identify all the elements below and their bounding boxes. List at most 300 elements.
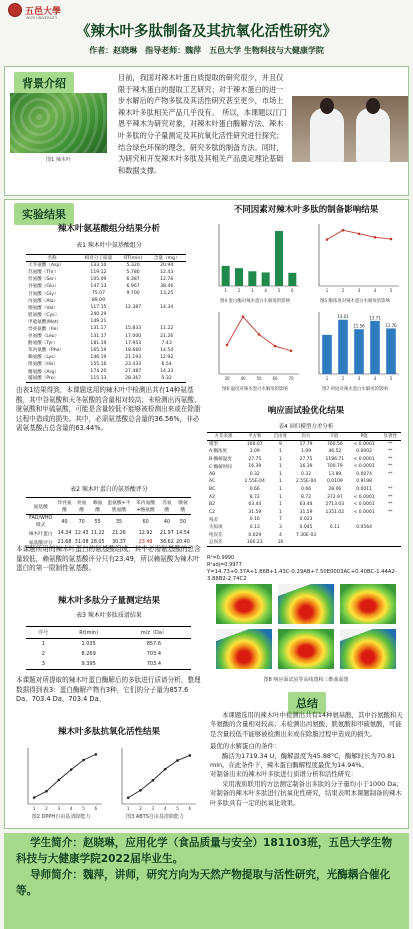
table-cell: 0.9198 <box>356 479 372 485</box>
table-cell <box>147 297 186 304</box>
contour-plot-3 <box>278 629 334 669</box>
table-cell: 35 <box>115 519 123 525</box>
table-cell: 酪氨酸（Tyr） <box>28 341 58 347</box>
table-cell: 0.023 <box>299 517 313 523</box>
table-row <box>26 375 186 382</box>
table-cell: 12.92 <box>160 354 174 360</box>
series-line <box>34 754 96 797</box>
table-cell: ** <box>387 486 393 492</box>
table-cell: 6.54 <box>161 361 172 367</box>
table-row <box>26 354 186 361</box>
bar <box>370 321 380 374</box>
table-cell: 31.59 <box>299 509 313 515</box>
table-cell: 纯误差 <box>209 533 223 539</box>
table-cell: 1 <box>278 456 282 462</box>
table-cell: 12.43 <box>160 269 174 275</box>
table-row <box>26 659 191 670</box>
table-header-cell: 方差来源 <box>207 433 240 441</box>
data-point <box>164 768 167 771</box>
advisor-intro: 导师简介：魏萍，讲师，研究方向为天然产物提取与活性研究，光酶耦合催化等。 <box>16 869 391 897</box>
table-cell: 1 <box>278 479 282 485</box>
table-row <box>26 639 191 650</box>
author-line: 作者：赵晓琳 指导老师：魏萍 五邑大学 生物科技与大健康学院 <box>89 46 324 55</box>
table-cell: 1 <box>278 471 282 477</box>
table-cell: 1.09 <box>301 448 312 454</box>
bar <box>338 320 348 374</box>
table-cell: AC <box>209 479 216 485</box>
table-cell <box>379 539 401 547</box>
table-cell: 17.000 <box>125 333 142 339</box>
table-cell: 147.13 <box>90 283 107 289</box>
mw-paragraph: 本课题对所提取的辣木叶蛋白酶解后的多肽进行质谱分析，整理数据得到表3：蛋白酶解产物有3种，它们的分子量为857.6 Da、703.4 Da、703.4 Da。 <box>16 676 201 704</box>
table-cell: < 0.0001 <box>353 494 375 500</box>
table-cell: 21.97 <box>160 531 174 536</box>
table2-title: 表2 辣木叶蛋白的氨基酸评分 <box>70 486 148 493</box>
poster-header <box>0 0 413 64</box>
table-cell: 28.367 <box>119 375 147 382</box>
table-cell: ** <box>387 456 393 462</box>
researcher-2 <box>356 108 390 162</box>
table-cell: 12.92 <box>138 531 153 536</box>
table-cell: 21.26 <box>160 333 174 339</box>
table-cell: 13.89 <box>328 471 342 477</box>
table-row <box>26 262 186 269</box>
table-cell: 模型 <box>209 442 218 448</box>
table-cell: 14.33 <box>160 369 174 375</box>
table-cell: 21.68 <box>55 538 73 548</box>
tick-label: 2 <box>45 806 48 811</box>
tick-label: 2 <box>237 288 241 293</box>
aa-score-table <box>26 497 191 548</box>
response-surface-figure <box>216 584 396 674</box>
table-cell <box>321 531 349 539</box>
table-cell: 40 <box>163 519 170 525</box>
table-cell: 17.953 <box>125 340 142 346</box>
table-cell: 9 <box>278 441 282 447</box>
tick-label: 5 <box>389 288 393 293</box>
table-cell: 50 <box>179 519 186 525</box>
table-cell: 异亮氨酸（Ile） <box>28 326 62 332</box>
table-cell: 0.66 <box>301 486 312 492</box>
table-cell: 0.0002 <box>356 448 372 454</box>
table-row <box>26 318 186 325</box>
table-cell: 12.76 <box>160 276 174 282</box>
time-chart <box>307 306 403 392</box>
table-row <box>207 516 401 524</box>
table-header-cell: 含量（mg） <box>147 255 186 262</box>
table-header-cell: 蛋氨酸+半胱氨酸 <box>106 498 133 515</box>
table-cell <box>321 539 349 547</box>
r2-value: R²=0.9990 <box>207 555 235 561</box>
table-cell: 149.21 <box>90 319 107 325</box>
table-cell: 氨基酸评分 <box>26 538 55 548</box>
table-row <box>26 649 191 659</box>
table-cell: 70 <box>78 519 85 525</box>
data-point <box>176 759 179 762</box>
table-cell: 160.23 <box>240 539 270 547</box>
table-cell: 0.0074 <box>356 471 372 477</box>
table-cell: 30.37 <box>106 538 133 548</box>
table-row <box>207 524 401 532</box>
poster-title: 《辣木叶多肽制备及其抗氧化活性研究》 <box>76 24 337 40</box>
table-row <box>26 325 186 332</box>
table-cell: 0.029 <box>248 532 262 538</box>
table-cell: 38.46 <box>160 283 174 289</box>
table-cell: 146.19 <box>90 354 107 360</box>
table-header-cell: 显著性 <box>379 433 401 441</box>
rsm-section-title: 响应面试验优化结果 <box>267 406 345 416</box>
summary-label: 总结 <box>288 692 326 714</box>
table-row <box>26 269 186 276</box>
table-header-cell: Rt(min) <box>61 627 117 639</box>
table-header-cell: 均方 <box>291 433 321 441</box>
tick-label: 1 <box>224 288 227 293</box>
table-cell: 缬氨酸（Val） <box>28 305 58 311</box>
table-header-cell: 亮氨酸 <box>74 498 90 515</box>
table-header-cell: 赖氨酸 <box>90 498 106 515</box>
table-cell: 6.387 <box>126 276 140 282</box>
table-cell: 8.269 <box>81 651 96 657</box>
moringa-leaf-image <box>10 93 107 153</box>
fig3-caption: 图3 ABTS自由基清除能力 <box>126 814 184 820</box>
background-text: 目前，我国对辣木叶蛋白质提取的研究很少，并且仅限于辣木蛋白的提取工艺研究；对于辣木蛋白的进一步水解后的产物多肽及其活性研究甚至更少，市场上辣木叶多肽相关产品几乎没有。 所以，本课题以江门恩平辣木为研究对象，对辣木叶蛋白酶解方法、辣木叶多肽的分子量测定及其抗氧化活性研究进行探究；结合绿色环保的理念，研究多肽的制备方法。同时，为研究和开发辣木叶多肽及其相关产品奠定理论基础和数据支撑。 <box>118 73 287 175</box>
surface-plot-2 <box>216 629 272 669</box>
table-cell: 2.55E-04 <box>244 479 265 485</box>
data-point <box>326 238 329 241</box>
tick-label: 3 <box>57 806 61 811</box>
table-row <box>26 515 191 530</box>
tick-label: 2 <box>139 806 142 811</box>
table-cell: 15.833 <box>125 326 142 332</box>
footer <box>4 833 409 929</box>
table-cell: 703.4 <box>117 659 191 670</box>
table-cell: 2 <box>41 651 45 657</box>
table-cell: 20.40 <box>175 538 191 548</box>
table-row <box>26 368 186 375</box>
table-cell: 12.387 <box>125 305 142 311</box>
aa-section-title: 辣木叶氨基酸组分结果分析 <box>57 224 160 234</box>
data-point <box>70 768 73 771</box>
table-cell: AB <box>209 471 216 477</box>
table-cell <box>291 539 321 547</box>
table-cell: 31.59 <box>248 509 262 515</box>
data-point <box>45 790 48 793</box>
table-cell: 0.66 <box>249 486 260 492</box>
table-cell: 1186.71 <box>325 456 345 462</box>
table-cell <box>379 524 401 532</box>
data-point <box>58 779 61 782</box>
table-cell <box>379 516 401 524</box>
table-cell: 甲硫氨酸(Met) <box>28 319 59 325</box>
table-cell: 1 <box>278 486 282 492</box>
table-cell: A-酶浓度 <box>209 449 228 455</box>
table-cell: ** <box>387 441 393 447</box>
table-cell: 117.15 <box>90 305 107 311</box>
table-cell: 63.44 <box>248 502 262 508</box>
table-cell: 18.660 <box>125 347 142 353</box>
background-label: 背景介绍 <box>14 72 74 94</box>
tick-label: 5 <box>277 288 281 293</box>
table-cell: 760.56 <box>326 441 343 447</box>
table-header-cell: m/z（Da） <box>117 627 191 639</box>
table-row <box>207 448 401 456</box>
table-row <box>207 478 401 486</box>
table-cell <box>349 516 380 524</box>
table-row <box>26 297 186 304</box>
fig8-caption: 图8 响应面试验等高线图和三维曲面图 <box>263 677 349 683</box>
table-cell: 165.19 <box>90 347 107 353</box>
bar <box>248 271 256 286</box>
table-cell: 0.0011 <box>356 486 372 492</box>
table-cell: 119.12 <box>90 269 107 275</box>
table-cell: 0.32 <box>249 471 260 477</box>
bar <box>235 268 243 286</box>
table-row <box>26 283 186 290</box>
table-row <box>26 361 186 368</box>
table-cell <box>349 531 380 539</box>
table-header-cell: 平方和 <box>240 433 270 441</box>
researcher-photo <box>292 96 408 162</box>
table-header-cell: 名称 <box>26 255 78 262</box>
table-cell: 23.49 <box>132 538 159 548</box>
table-cell: 0.32 <box>301 471 312 477</box>
table-cell: 5.32 <box>147 375 186 382</box>
tick-label: 50 <box>256 376 262 381</box>
table-cell <box>379 531 401 539</box>
data-label: 11.76 <box>385 322 397 328</box>
tick-label: 6 <box>188 806 192 811</box>
table-cell <box>321 516 349 524</box>
summary-text <box>210 711 404 808</box>
tick-label: 4 <box>373 288 377 293</box>
table-cell: ** <box>387 494 393 500</box>
data-point <box>82 759 85 762</box>
table-cell: 1351.02 <box>325 509 345 515</box>
table-cell: 11.22 <box>160 326 174 332</box>
table-cell: A2 <box>209 494 215 500</box>
table-row <box>207 493 401 501</box>
table-cell: < 0.0001 <box>353 502 375 508</box>
table-cell <box>147 318 186 325</box>
table-row <box>26 529 191 538</box>
table-cell: 辣木叶蛋白 <box>28 532 53 537</box>
table-cell: 21.193 <box>125 354 142 360</box>
table-cell: 1 <box>278 509 282 515</box>
table-cell: ** <box>387 471 393 477</box>
tick-label: 5 <box>176 806 179 811</box>
table-cell: 0.0109 <box>326 479 343 485</box>
temperature-chart <box>207 306 303 392</box>
bar <box>262 272 270 286</box>
table-cell: 残差 <box>209 517 218 523</box>
fig6-caption: 图6 温度对辣木蛋白水解度的影响 <box>222 387 288 392</box>
tick-label: 3 <box>357 376 361 381</box>
seal-icon <box>8 3 22 17</box>
fig1-caption: 图1 辣木叶 <box>46 157 71 163</box>
table-cell: 8.72 <box>249 494 260 500</box>
tick-label: 60 <box>272 376 278 381</box>
table-cell: 181.19 <box>90 340 107 346</box>
tick-label: 4 <box>373 376 377 381</box>
data-label: 11.56 <box>353 323 365 329</box>
table4-title: 表4 回归模型方差分析 <box>278 424 334 430</box>
table-cell: 372.97 <box>326 494 343 500</box>
table-cell: < 0.0001 <box>353 509 375 515</box>
tick-label: 2 <box>341 288 345 293</box>
bar <box>275 231 283 286</box>
table-cell: 240.29 <box>90 312 107 318</box>
table-cell: < 0.0001 <box>353 456 375 462</box>
table-header-cell: RT(min) <box>119 255 147 262</box>
tick-label: 3 <box>357 288 361 293</box>
table-row <box>207 470 401 478</box>
table-cell: 16.39 <box>248 464 262 470</box>
tick-label: 5 <box>82 806 85 811</box>
bar <box>354 329 364 374</box>
table-row <box>207 539 401 547</box>
anova-table <box>207 432 401 547</box>
table-row <box>207 508 401 516</box>
table-cell: < 0.0001 <box>353 464 375 470</box>
table-cell <box>119 311 147 318</box>
table-cell: 17.79 <box>299 441 313 447</box>
table-cell: ** <box>387 502 393 508</box>
summary-p4: 对制备出来的辣木叶多肽进行质谱分析和活性研究： <box>210 770 357 779</box>
table-row <box>26 276 186 283</box>
logo-subtitle: WUYI UNIVERSITY <box>26 16 58 20</box>
table-cell: 131.17 <box>90 326 107 332</box>
table-cell: 0.13 <box>249 524 260 530</box>
table-cell: 60 <box>142 519 149 525</box>
tick-label: 5 <box>389 376 393 381</box>
table-row <box>26 311 186 318</box>
table-cell: 31.08 <box>74 538 90 548</box>
tick-label: 3 <box>151 806 155 811</box>
data-point <box>127 796 130 799</box>
table-cell: 失拟项 <box>209 525 223 531</box>
table-cell: 16 <box>270 539 292 547</box>
table-header-cell: 异亮氨酸 <box>55 498 73 515</box>
table-cell: < 0.0001 <box>353 441 375 447</box>
table-row <box>207 463 401 471</box>
table-cell: 115.13 <box>78 375 119 382</box>
table-cell: 9.700 <box>126 291 140 297</box>
mw-section-title: 辣木叶多肽分子量测定结果 <box>57 596 160 606</box>
table-cell: 4 <box>278 532 282 538</box>
table-cell: 133.10 <box>90 262 107 268</box>
table-row <box>207 440 401 448</box>
bar <box>322 335 332 374</box>
table1-title: 表1 辣木叶中氨基酸组分 <box>76 242 142 249</box>
table-cell: 9.395 <box>61 659 117 670</box>
mass-spec-table <box>26 626 191 670</box>
table-row <box>207 455 401 463</box>
table-cell: 55 <box>94 519 101 525</box>
table-cell <box>379 478 401 486</box>
table-cell <box>119 318 147 325</box>
tick-label: 1 <box>126 806 130 811</box>
table-header-cell: 苯丙氨酸+酪氨酸 <box>132 498 159 515</box>
data-point <box>189 754 192 757</box>
table-cell: 12.43 <box>74 531 89 536</box>
table-cell: 赖氨酸（Lys） <box>28 355 59 361</box>
abts-chart <box>110 742 200 822</box>
table-cell: 甘氨酸（Gly） <box>28 291 59 297</box>
tick-label: 1 <box>325 376 329 381</box>
table-header-cell: 相对分子质量 <box>78 255 119 262</box>
data-point <box>139 789 142 792</box>
data-point <box>390 238 393 241</box>
data-point <box>152 779 155 782</box>
table-cell: 亮氨酸（Leu） <box>28 334 60 340</box>
regression-equation: Y=14.73+0.37A+1.86B+1.43C-0.29AB+7.50E0003AC+0.40BC-1.44A2-3.88B2-2.74C2 <box>207 569 397 582</box>
tick-label: 4 <box>264 288 267 293</box>
tick-label: 6 <box>94 806 98 811</box>
table-cell: 13.25 <box>160 291 174 297</box>
table-cell: 精氨酸（Arg） <box>28 369 59 375</box>
table-header-cell: 缬氨酸 <box>175 498 191 515</box>
fig4-caption: 图4 蛋白酶对辣木蛋白水解度的影响 <box>219 299 291 304</box>
table-cell: 27.75 <box>299 456 313 462</box>
table-cell: 8.72 <box>301 494 312 500</box>
logo-text: 五邑大學 <box>25 6 62 17</box>
researcher-1 <box>310 108 344 162</box>
table-cell: 1 <box>278 494 282 500</box>
data-point <box>33 796 36 799</box>
table-header-cell: 序号 <box>26 627 61 639</box>
table-cell: B2 <box>209 502 215 508</box>
table-cell <box>119 297 147 304</box>
table-cell: 63.44 <box>299 502 313 508</box>
table-cell: 总误差 <box>207 539 240 547</box>
table-cell <box>349 539 380 547</box>
table-cell: 6.11 <box>329 524 340 530</box>
table-cell: 谷氨酸（Glu） <box>28 284 59 290</box>
table-cell: 75.07 <box>91 291 106 297</box>
table-cell: 857.6 <box>146 641 162 647</box>
table-cell: 7 <box>278 517 282 523</box>
table-cell: 155.16 <box>90 361 107 367</box>
antiox-section-title: 辣木叶多肽抗氧化活性结果 <box>57 727 160 737</box>
table-cell: 46.52 <box>328 448 342 454</box>
fig7-caption: 图7 时间对辣木蛋白水解度的影响 <box>322 387 388 392</box>
table-cell: BC <box>209 486 216 492</box>
table-row <box>207 531 401 539</box>
table-cell: 703.4 <box>146 651 162 657</box>
table-header-cell: 苏氨酸 <box>159 498 175 515</box>
table-cell: 丝氨酸（Ser） <box>28 277 59 283</box>
summary-p2: 最优的水解蛋白的条件： <box>210 742 281 751</box>
tick-label: 1 <box>325 288 329 293</box>
table-cell: 16.39 <box>299 464 313 470</box>
table-row <box>26 304 186 311</box>
protease-chart <box>207 218 303 304</box>
table-cell: 1 <box>278 464 282 470</box>
data-label: 13.71 <box>369 315 381 321</box>
table-cell: B-酶解温度 <box>209 457 232 463</box>
results-label: 实验结果 <box>14 203 74 225</box>
data-point <box>242 315 245 318</box>
table-cell: 28.06 <box>328 486 342 492</box>
table-cell: 组氨酸（His） <box>28 362 59 368</box>
table-cell: C-酶解时间 <box>209 464 232 470</box>
tick-label: 6 <box>291 288 294 293</box>
table-cell: ** <box>387 448 393 454</box>
table-header-cell: 氨基酸 <box>26 498 55 515</box>
table-header-cell: P值 <box>349 433 380 441</box>
table-header-cell: 自由度 <box>270 433 292 441</box>
table-cell: 1 <box>278 502 282 508</box>
